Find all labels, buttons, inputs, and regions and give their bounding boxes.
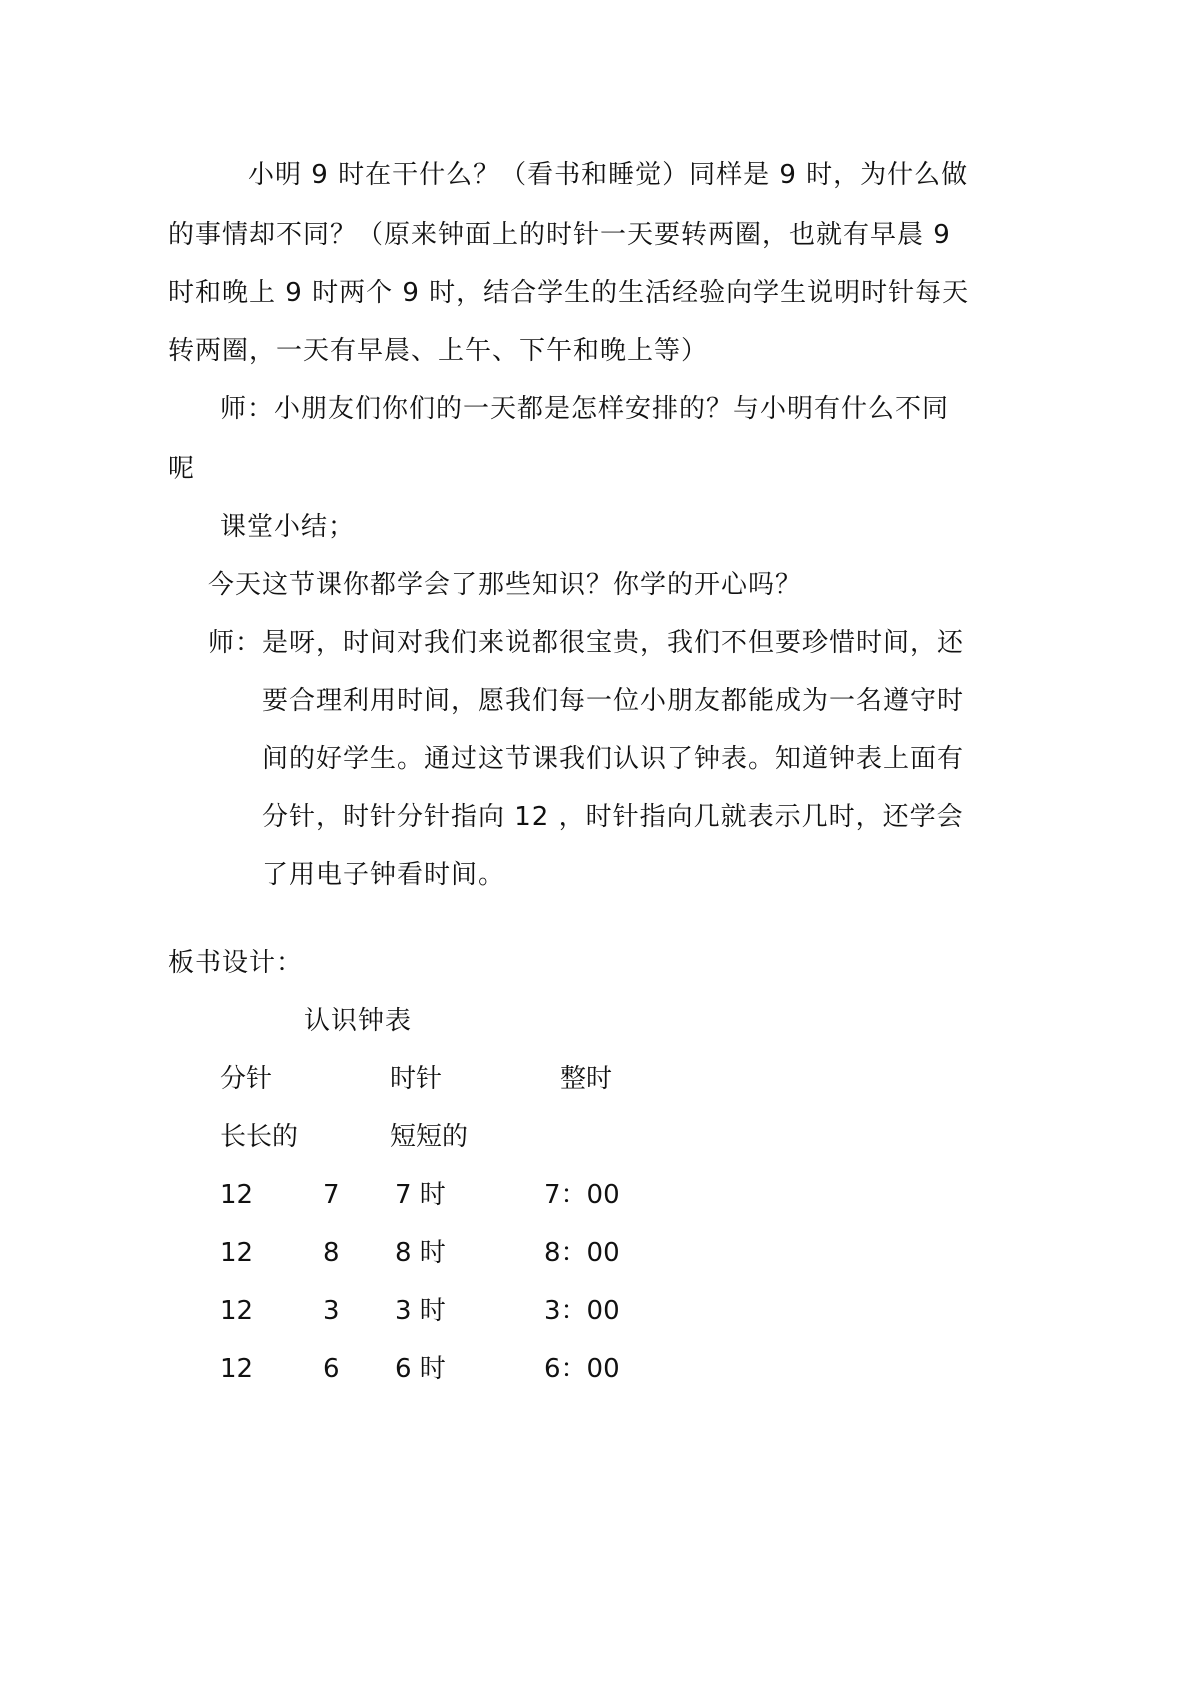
descriptor-long: 长长的 (220, 1122, 299, 1152)
summary-question: 今天这节课你都学会了那些知识？你学的开心吗？ (208, 570, 803, 600)
row-minute-value: 12 (220, 1238, 254, 1268)
row-digital-time: 7：00 (544, 1180, 620, 1210)
header-hour-hand: 时针 (390, 1064, 443, 1094)
row-digital-time: 3：00 (544, 1296, 620, 1326)
row-digital-time: 8：00 (544, 1238, 620, 1268)
paragraph2-line-2: 呢 (168, 454, 196, 484)
paragraph1-line-1: 小明 9 时在干什么？（看书和睡觉）同样是 9 时，为什么做 (248, 160, 969, 190)
teacher-closing-line-4: 分针，时针分针指向 12 ，时针指向几就表示几时，还学会 (262, 802, 964, 832)
teacher-closing-line-1: 师：是呀，时间对我们来说都很宝贵，我们不但要珍惜时间，还 (208, 628, 965, 658)
row-minute-value: 12 (220, 1354, 254, 1384)
paragraph1-line-4: 转两圈，一天有早晨、上午、下午和晚上等） (168, 336, 709, 366)
summary-heading: 课堂小结； (220, 512, 356, 542)
row-hour-value: 3 (323, 1296, 340, 1326)
descriptor-short: 短短的 (390, 1122, 469, 1152)
row-minute-value: 12 (220, 1180, 254, 1210)
paragraph1-line-2: 的事情却不同？（原来钟面上的时针一天要转两圈，也就有早晨 9 (168, 220, 951, 250)
board-design-label: 板书设计： (168, 948, 304, 978)
row-minute-value: 12 (220, 1296, 254, 1326)
row-time-label: 8 时 (395, 1238, 446, 1268)
row-time-label: 7 时 (395, 1180, 446, 1210)
board-design-title: 认识钟表 (304, 1006, 413, 1036)
teacher-closing-line-5: 了用电子钟看时间。 (262, 860, 506, 890)
paragraph1-line-3: 时和晚上 9 时两个 9 时，结合学生的生活经验向学生说明时针每天 (168, 278, 970, 308)
row-hour-value: 6 (323, 1354, 340, 1384)
row-hour-value: 7 (323, 1180, 340, 1210)
header-minute-hand: 分针 (220, 1064, 273, 1094)
teacher-closing-line-3: 间的好学生。通过这节课我们认识了钟表。知道钟表上面有 (262, 744, 965, 774)
row-digital-time: 6：00 (544, 1354, 620, 1384)
paragraph2-line-1: 师：小朋友们你们的一天都是怎样安排的？与小明有什么不同 (220, 394, 950, 424)
row-hour-value: 8 (323, 1238, 340, 1268)
teacher-closing-line-2: 要合理利用时间，愿我们每一位小朋友都能成为一名遵守时 (262, 686, 965, 716)
header-whole-hour: 整时 (560, 1064, 613, 1094)
row-time-label: 3 时 (395, 1296, 446, 1326)
row-time-label: 6 时 (395, 1354, 446, 1384)
